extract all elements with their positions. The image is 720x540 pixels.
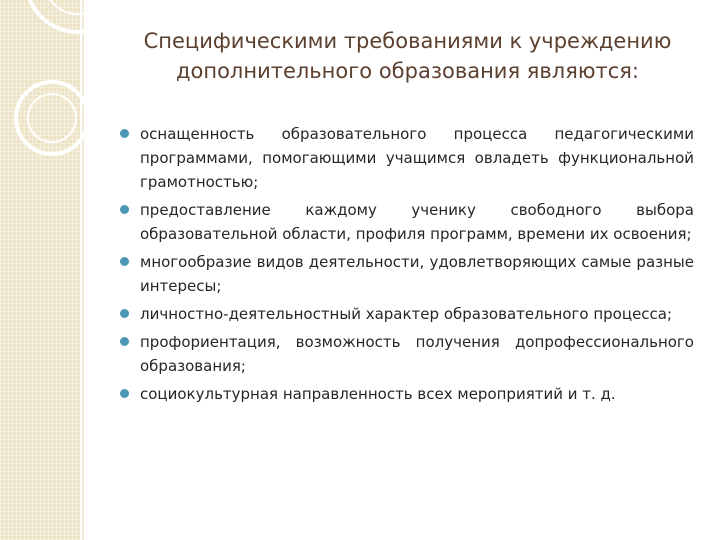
- slide-title: Специфическими требованиями к учреждению дополнительного образования являются:: [143, 29, 672, 83]
- list-item: [118, 382, 694, 406]
- bullet-icon: [120, 389, 129, 398]
- bullet-icon: [120, 337, 129, 346]
- list-item: [118, 198, 694, 246]
- list-item: [118, 302, 694, 326]
- list-item: [118, 250, 694, 298]
- bullet-icon: [120, 205, 129, 214]
- list-item-text: оснащенность образовательного процесса педагогическими программами, помогающими учащимся овладеть функциональной грамотностью;: [140, 125, 694, 191]
- list-item: [118, 330, 694, 378]
- bullet-icon: [120, 257, 129, 266]
- bullet-icon: [120, 129, 129, 138]
- requirements-list: [118, 122, 694, 410]
- list-item-text: профориентация, возможность получения допрофессионального образования;: [140, 333, 694, 375]
- list-item: [118, 122, 694, 194]
- list-item-text: предоставление каждому ученику свободного выбора образовательной области, профиля программ, времени их освоения;: [140, 201, 694, 243]
- list-item-text: социокультурная направленность всех мероприятий и т. д.: [140, 385, 616, 403]
- bullet-icon: [120, 309, 129, 318]
- list-item-text: личностно-деятельностный характер образовательного процесса;: [140, 305, 673, 323]
- list-item-text: многообразие видов деятельности, удовлетворяющих самые разные интересы;: [140, 253, 694, 295]
